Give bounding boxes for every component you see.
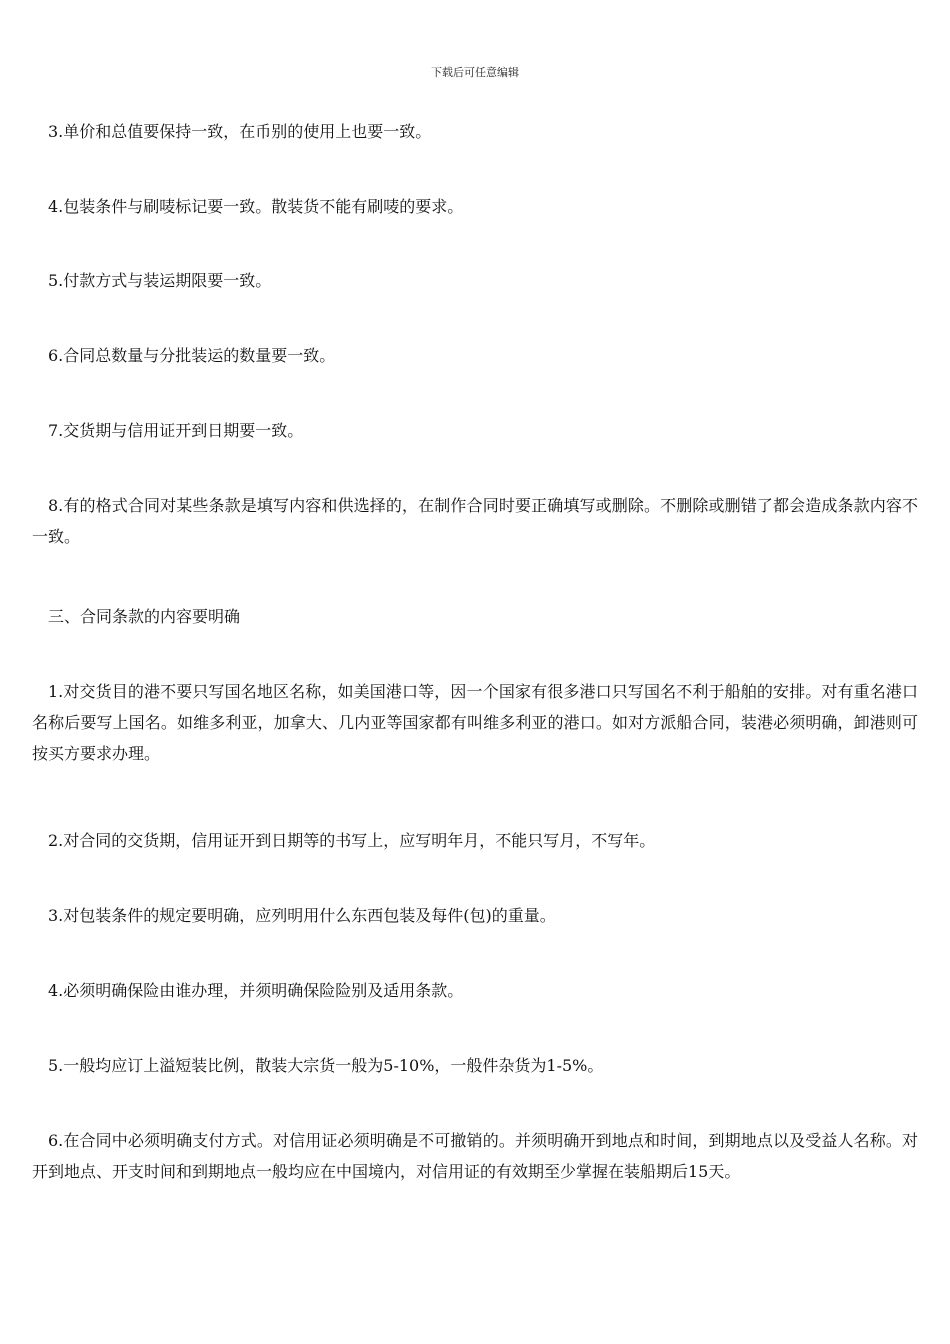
page-header: 下载后可任意编辑 — [431, 66, 519, 79]
paragraph-5: 7.交货期与信用证开到日期要一致。 — [48, 421, 304, 440]
paragraph-7: 1.对交货目的港不要只写国名地区名称，如美国港口等，因一个国家有很多港口只写国名不利于船舶的安排。对有重名港口名称后要写上国名。如维多利亚，加拿大、几内亚等国家都有叫维多利亚的港口。如对方派船合同，装港必须明确，卸港则可按买方要求办理。 — [32, 682, 918, 763]
paragraph-8: 2.对合同的交货期，信用证开到日期等的书写上，应写明年月，不能只写月，不写年。 — [48, 831, 656, 850]
paragraph-11: 5.一般均应订上溢短装比例，散装大宗货一般为5-10%，一般件杂货为1-5%。 — [48, 1056, 604, 1075]
paragraph-1: 3.单价和总值要保持一致，在币别的使用上也要一致。 — [48, 122, 432, 141]
paragraph-12: 6.在合同中必须明确支付方式。对信用证必须明确是不可撤销的。并须明确开到地点和时间，到期地点以及受益人名称。对开到地点、开支时间和到期地点一般均应在中国境内，对信用证的有效期至少掌握在装船期后15天。 — [32, 1131, 918, 1181]
paragraph-2: 4.包装条件与刷唛标记要一致。散装货不能有刷唛的要求。 — [48, 197, 464, 216]
paragraph-9: 3.对包装条件的规定要明确，应列明用什么东西包装及每件(包)的重量。 — [48, 906, 556, 925]
paragraph-4: 6.合同总数量与分批装运的数量要一致。 — [48, 346, 336, 365]
paragraph-3: 5.付款方式与装运期限要一致。 — [48, 271, 272, 290]
section-heading: 三、合同条款的内容要明确 — [48, 607, 241, 626]
paragraph-6: 8.有的格式合同对某些条款是填写内容和供选择的，在制作合同时要正确填写或删除。不删除或删错了都会造成条款内容不一致。 — [32, 496, 918, 546]
paragraph-10: 4.必须明确保险由谁办理，并须明确保险险别及适用条款。 — [48, 981, 464, 1000]
